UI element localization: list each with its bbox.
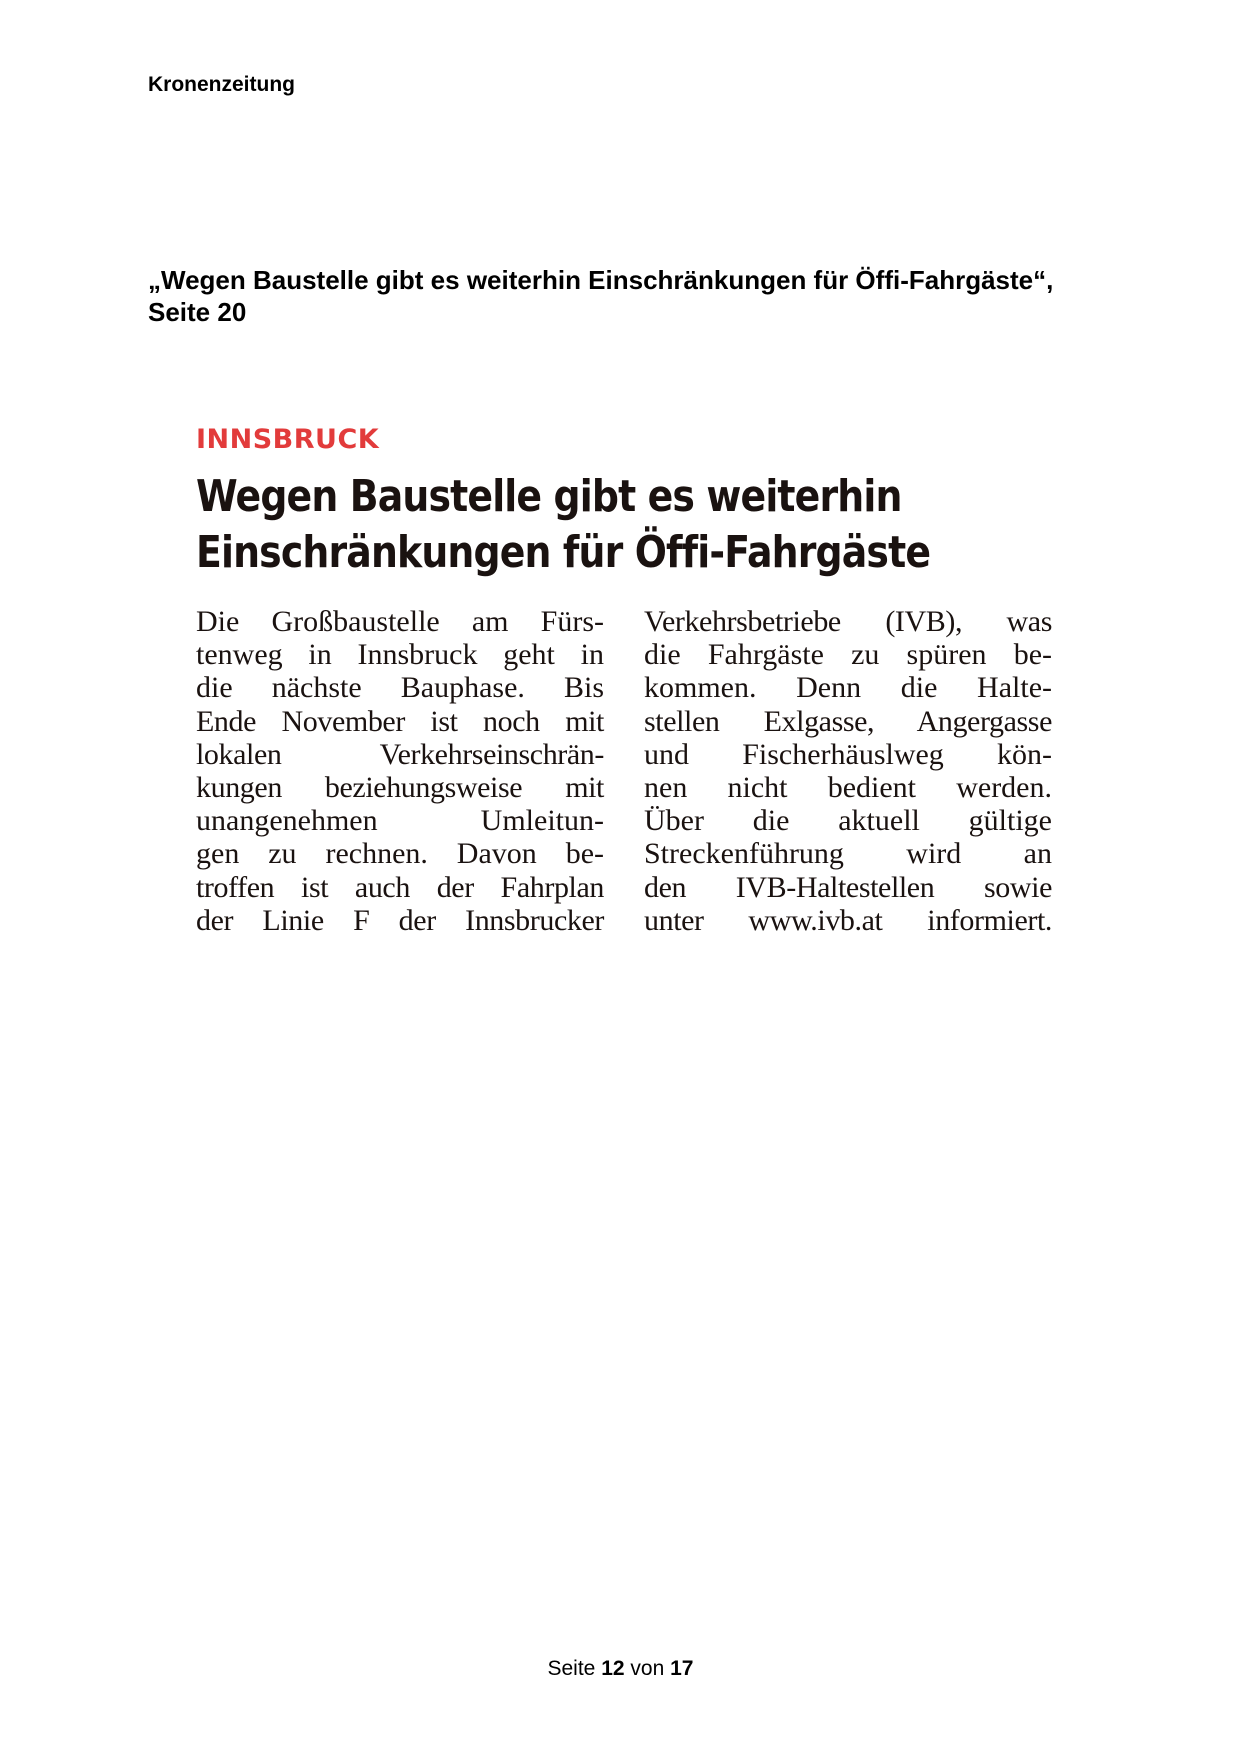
- page-number-separator: von: [630, 1657, 665, 1680]
- text-line: kommen. Denn die Halte-: [644, 671, 1052, 705]
- page-number-total: 17: [670, 1657, 694, 1680]
- article-headline-line-2: Einschränkungen für Öffi-Fahrgäste: [196, 527, 931, 578]
- article-column-2: [644, 605, 1052, 937]
- text-line: Verkehrsbetriebe (IVB), was: [644, 605, 1052, 638]
- text-line: unangenehmen Umleitun-: [196, 804, 604, 838]
- publication-name: Kronenzeitung: [148, 73, 295, 96]
- text-line: den IVB-Haltestellen sowie: [644, 870, 1052, 904]
- page-number-current: 12: [601, 1657, 625, 1680]
- page-number-prefix: Seite: [547, 1657, 596, 1680]
- article-headline: [196, 469, 932, 581]
- document-title: [148, 264, 1108, 328]
- text-line: Streckenführung wird an: [644, 837, 1052, 871]
- text-line: unter www.ivb.at informiert.: [644, 903, 1052, 937]
- article-headline-line-1: Wegen Baustelle gibt es weiterhin: [196, 471, 902, 522]
- text-line: tenweg in Innsbruck geht in: [196, 638, 604, 672]
- newspaper-clipping: [196, 425, 1052, 937]
- text-line: kungen beziehungsweise mit: [196, 770, 604, 804]
- document-title-line-1: „Wegen Baustelle gibt es weiterhin Einschränkungen für Öffi-Fahrgäste“,: [148, 265, 1054, 295]
- text-line: gen zu rechnen. Davon be-: [196, 837, 604, 871]
- text-line: die nächste Bauphase. Bis: [196, 671, 604, 705]
- article-kicker: INNSBRUCK: [196, 424, 380, 455]
- page-footer: [0, 1657, 1241, 1681]
- text-line: Über die aktuell gültige: [644, 804, 1052, 838]
- article-body: [196, 605, 1052, 937]
- text-line: Ende November ist noch mit: [196, 704, 604, 738]
- text-line: nen nicht bedient werden.: [644, 770, 1052, 804]
- text-line: und Fischerhäuslweg kön-: [644, 737, 1052, 771]
- text-line: troffen ist auch der Fahrplan: [196, 870, 604, 904]
- text-line: stellen Exlgasse, Angergasse: [644, 704, 1052, 738]
- text-line: lokalen Verkehrseinschrän-: [196, 737, 604, 771]
- text-line: die Fahrgäste zu spüren be-: [644, 638, 1052, 672]
- text-line: Die Großbaustelle am Fürs-: [196, 605, 604, 638]
- text-line: der Linie F der Innsbrucker: [196, 903, 604, 937]
- article-column-1: [196, 605, 604, 937]
- document-title-line-2: Seite 20: [148, 297, 247, 327]
